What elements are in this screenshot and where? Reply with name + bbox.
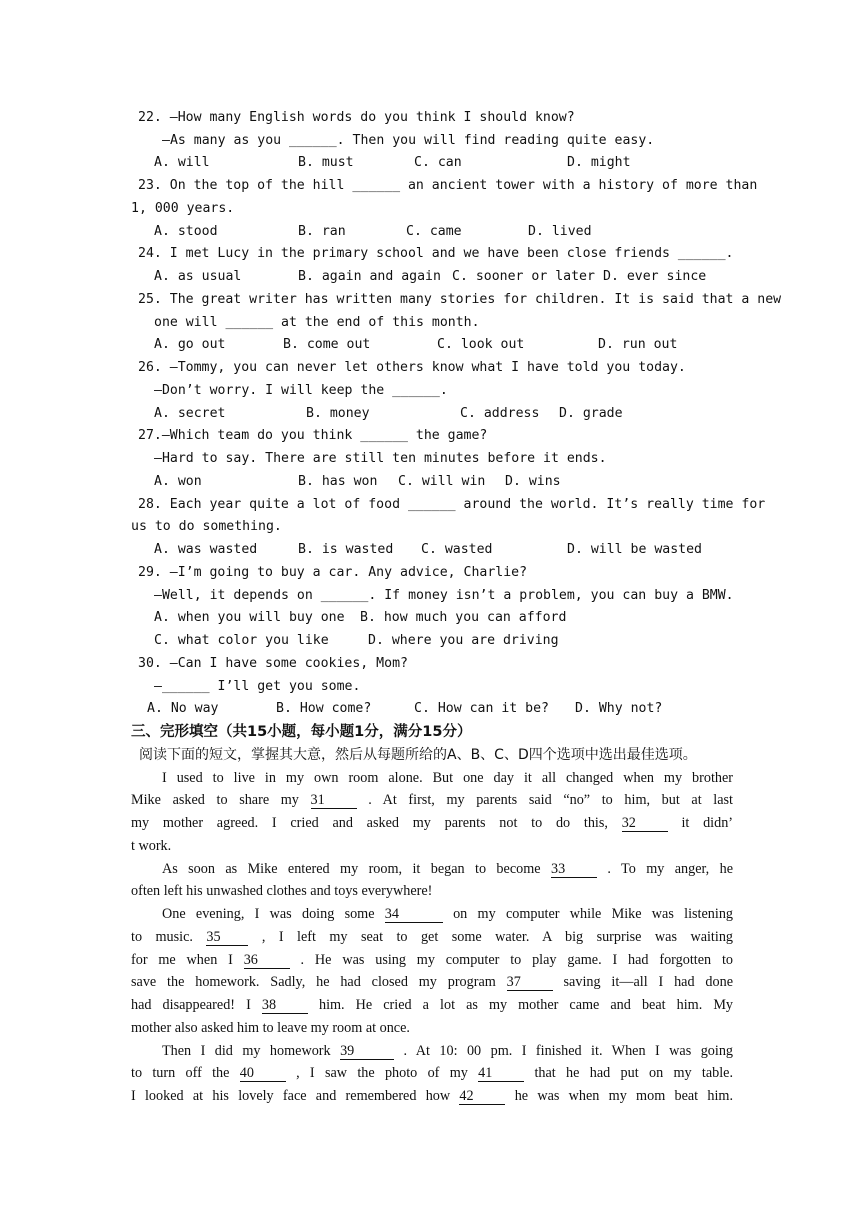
passage-line: One evening, I was doing some 34 on my computer while Mike was listening	[162, 906, 734, 922]
question-29-reply: —Well, it depends on ______. If money isn’t a problem, you can buy a BMW.	[154, 588, 734, 603]
q22-option-a: A. will	[154, 155, 210, 170]
q26-option-a: A. secret	[154, 406, 226, 421]
q24-option-a: A. as usual	[154, 269, 242, 284]
q23-option-d: D. lived	[528, 224, 592, 239]
q29-option-d: D. where you are driving	[368, 633, 559, 648]
question-22-stem: 22. —How many English words do you think I should know?	[138, 110, 575, 125]
passage-line: t work.	[131, 838, 172, 854]
blank-39: 39	[340, 1043, 394, 1060]
question-27-stem: 27.—Which team do you think ______ the game?	[138, 428, 488, 443]
q24-option-c: C. sooner or later	[452, 269, 595, 284]
question-29-stem: 29. —I’m going to buy a car. Any advice, Charlie?	[138, 565, 528, 580]
question-23-stem: 23. On the top of the hill ______ an ancient tower with a history of more than	[138, 178, 758, 193]
question-26-reply: —Don’t worry. I will keep the ______.	[154, 383, 448, 398]
passage-line: often left his unwashed clothes and toys everywhere!	[131, 883, 433, 899]
blank-38: 38	[262, 997, 308, 1014]
passage-line: my mother agreed. I cried and asked my parents not to do this, 32 it didn’	[131, 815, 734, 831]
q22-option-d: D. might	[567, 155, 631, 170]
q29-option-b: B. how much you can afford	[360, 610, 567, 625]
q28-option-a: A. was wasted	[154, 542, 258, 557]
q23-option-b: B. ran	[298, 224, 346, 239]
q29-option-c: C. what color you like	[154, 633, 329, 648]
blank-37: 37	[507, 974, 553, 991]
passage-line: to turn off the 40 , I saw the photo of my 41 that he had put on my table.	[131, 1065, 734, 1081]
blank-32: 32	[622, 815, 668, 832]
blank-34: 34	[385, 906, 443, 923]
q30-option-b: B. How come?	[276, 701, 372, 716]
q23-option-c: C. came	[406, 224, 462, 239]
question-23-cont: 1, 000 years.	[131, 201, 235, 216]
q27-option-d: D. wins	[505, 474, 561, 489]
blank-40: 40	[240, 1065, 286, 1082]
q26-option-c: C. address	[460, 406, 540, 421]
question-28-cont: us to do something.	[131, 519, 282, 534]
question-27-reply: —Hard to say. There are still ten minutes before it ends.	[154, 451, 607, 466]
blank-41: 41	[478, 1065, 524, 1082]
question-25-cont: one will ______ at the end of this month.	[154, 315, 480, 330]
passage-line: save the homework. Sadly, he had closed my program 37 saving it—all I had done	[131, 974, 734, 990]
question-24-stem: 24. I met Lucy in the primary school and we have been close friends ______.	[138, 246, 734, 261]
q29-option-a: A. when you will buy one	[154, 610, 345, 625]
question-22-reply: —As many as you ______. Then you will find reading quite easy.	[162, 133, 655, 148]
q27-option-b: B. has won	[298, 474, 378, 489]
q22-option-b: B. must	[298, 155, 354, 170]
q22-option-c: C. can	[414, 155, 462, 170]
blank-33: 33	[551, 861, 597, 878]
question-28-stem: 28. Each year quite a lot of food ______ around the world. It’s really time for	[138, 497, 766, 512]
question-26-stem: 26. —Tommy, you can never let others know what I have told you today.	[138, 360, 686, 375]
q28-option-b: B. is wasted	[298, 542, 394, 557]
q25-option-b: B. come out	[283, 337, 371, 352]
q27-option-a: A. won	[154, 474, 202, 489]
blank-36: 36	[244, 952, 290, 969]
q30-option-c: C. How can it be?	[414, 701, 549, 716]
q26-option-b: B. money	[306, 406, 370, 421]
question-30-reply: —______ I’ll get you some.	[154, 679, 361, 694]
section-3-heading: 三、完形填空（共15小题，每小题1分，满分15分）	[131, 724, 472, 740]
blank-42: 42	[459, 1088, 505, 1105]
q25-option-a: A. go out	[154, 337, 226, 352]
question-30-stem: 30. —Can I have some cookies, Mom?	[138, 656, 408, 671]
q24-option-b: B. again and again	[298, 269, 441, 284]
section-3-instruction: 阅读下面的短文，掌握其大意，然后从每题所给的A、B、C、D四个选项中选出最佳选项。	[139, 747, 697, 763]
q28-option-c: C. wasted	[421, 542, 493, 557]
passage-line: mother also asked him to leave my room at once.	[131, 1020, 410, 1036]
passage-line: to music. 35 , I left my seat to get some water. A big surprise was waiting	[131, 929, 734, 945]
q28-option-d: D. will be wasted	[567, 542, 702, 557]
q25-option-c: C. look out	[437, 337, 525, 352]
passage-line: had disappeared! I 38 him. He cried a lot as my mother came and beat him. My	[131, 997, 734, 1013]
question-25-stem: 25. The great writer has written many stories for children. It is said that a new	[138, 292, 782, 307]
passage-line: Then I did my homework 39 . At 10: 00 pm. I finished it. When I was going	[162, 1043, 734, 1059]
passage-line: As soon as Mike entered my room, it began to become 33 . To my anger, he	[162, 861, 734, 877]
blank-31: 31	[311, 792, 357, 809]
q30-option-a: A. No way	[147, 701, 219, 716]
passage-line: for me when I 36 . He was using my computer to play game. I had forgotten to	[131, 952, 733, 968]
blank-35: 35	[206, 929, 248, 946]
q26-option-d: D. grade	[559, 406, 623, 421]
q24-option-d: D. ever since	[603, 269, 707, 284]
passage-line: I used to live in my own room alone. But one day it all changed when my brother	[162, 770, 733, 786]
q27-option-c: C. will win	[398, 474, 486, 489]
q23-option-a: A. stood	[154, 224, 218, 239]
passage-line: Mike asked to share my 31 . At first, my parents said “no” to him, but at last	[131, 792, 734, 808]
q30-option-d: D. Why not?	[575, 701, 663, 716]
q25-option-d: D. run out	[598, 337, 678, 352]
passage-line: I looked at his lovely face and remembered how 42 he was when my mom beat him.	[131, 1088, 734, 1104]
